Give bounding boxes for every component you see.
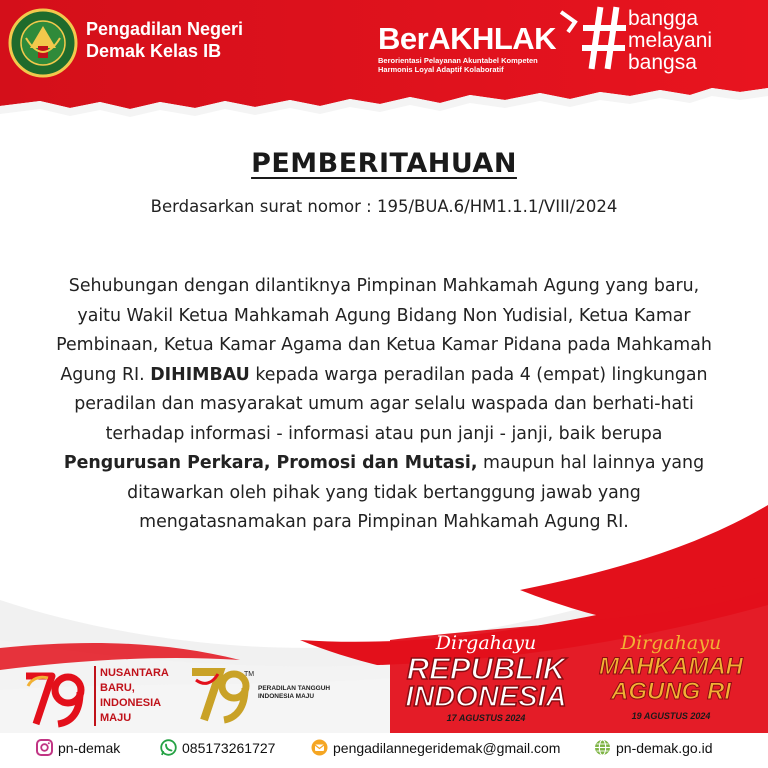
notice-reference: Berdasarkan surat nomor : 195/BUA.6/HM1.1.1/VIII/2024 <box>150 197 618 216</box>
ri-line2: INDONESIA <box>405 681 567 713</box>
ri-line1: REPUBLIK <box>406 651 566 686</box>
contact-whatsapp[interactable] <box>160 739 275 756</box>
contact-website[interactable] <box>594 739 713 756</box>
ma-script: Dirgahayu <box>620 632 722 654</box>
website-url: pn-demak.go.id <box>616 739 713 756</box>
ri-date: 17 AGUSTUS 2024 <box>446 713 526 723</box>
whatsapp-icon <box>160 739 177 756</box>
berakhlak-tagline-1: Berorientasi Pelayanan Akuntabel Kompeten <box>378 56 538 65</box>
nusantara-line2: BARU, <box>100 682 135 694</box>
court-emblem-icon <box>8 8 78 78</box>
dirgahayu-ri-badge <box>392 632 580 724</box>
slogan-line2: melayani <box>628 29 713 52</box>
chevron-right-icon <box>558 10 578 34</box>
peradilan-line2: INDONESIA MAJU <box>258 693 315 700</box>
berakhlak-logo <box>378 22 556 74</box>
contact-footer <box>0 736 768 762</box>
campaign-slogan <box>628 8 712 74</box>
trademark-mark: TM <box>244 671 254 678</box>
hut-ri-79-logo-icon <box>22 668 90 728</box>
nusantara-tagline <box>94 666 169 726</box>
court-name-line1: Pengadilan Negeri <box>86 19 244 39</box>
hut-79-peradilan-logo-icon <box>186 666 254 724</box>
ri-script: Dirgahayu <box>435 632 537 654</box>
email-address: pengadilannegeridemak@gmail.com <box>333 739 561 756</box>
court-name <box>86 18 243 62</box>
body-part-1: Sehubungan dengan dilantiknya Pimpinan Mahkamah Agung yang baru, yaitu Wakil Ketua Mahkamah Agung Bidang Non Yudisial, Ketua Kamar Pembinaan, Ketua Kamar Agama dan Ketua Kamar Pidana pada Mahkamah Agung RI. <box>56 276 712 385</box>
peradilan-tagline <box>258 685 330 701</box>
instagram-icon <box>36 739 53 756</box>
berakhlak-tagline-2: Harmonis Loyal Adaptif Kolaboratif <box>378 65 504 74</box>
email-icon <box>311 739 328 756</box>
body-part-3: maupun hal lainnya yang ditawarkan oleh pihak yang tidak bertanggung jawab yang mengatasnamakan para Pimpinan Mahkamah Agung RI. <box>127 453 705 532</box>
notice-title <box>0 148 768 179</box>
slogan-line3: bangsa <box>628 51 697 74</box>
body-bold-dihimbau: DIHIMBAU <box>150 364 250 385</box>
body-bold-topics: Pengurusan Perkara, Promosi dan Mutasi, <box>63 453 478 473</box>
nusantara-line4: MAJU <box>100 712 132 724</box>
hashtag-icon <box>582 6 626 70</box>
slogan-line1: bangga <box>628 7 699 30</box>
nusantara-line1: NUSANTARA <box>100 667 169 679</box>
notice-body <box>54 272 714 538</box>
globe-icon <box>594 739 611 756</box>
contact-instagram[interactable] <box>36 739 120 756</box>
ma-line1: MAHKAMAH <box>599 653 743 680</box>
nusantara-line3: INDONESIA <box>100 697 162 709</box>
court-name-line2: Demak Kelas IB <box>86 41 222 61</box>
instagram-handle: pn-demak <box>58 739 121 756</box>
ma-date: 19 AGUSTUS 2024 <box>631 711 711 721</box>
dirgahayu-ma-badge <box>596 632 746 722</box>
berakhlak-word: BerAKHLAK <box>378 21 557 56</box>
body-part-2: kepada warga peradilan pada 4 (empat) lingkungan peradilan dan masyarakat umum agar selalu waspada dan berhati-hati terhadap informasi - informasi atau pun janji - janji, baik berupa <box>74 364 708 444</box>
notice-title-text: PEMBERITAHUAN <box>251 148 517 179</box>
peradilan-line1: PERADILAN TANGGUH <box>258 685 331 692</box>
whatsapp-number: 085173261727 <box>182 739 276 756</box>
contact-email[interactable] <box>311 739 560 756</box>
ma-line2: AGUNG RI <box>611 678 731 705</box>
